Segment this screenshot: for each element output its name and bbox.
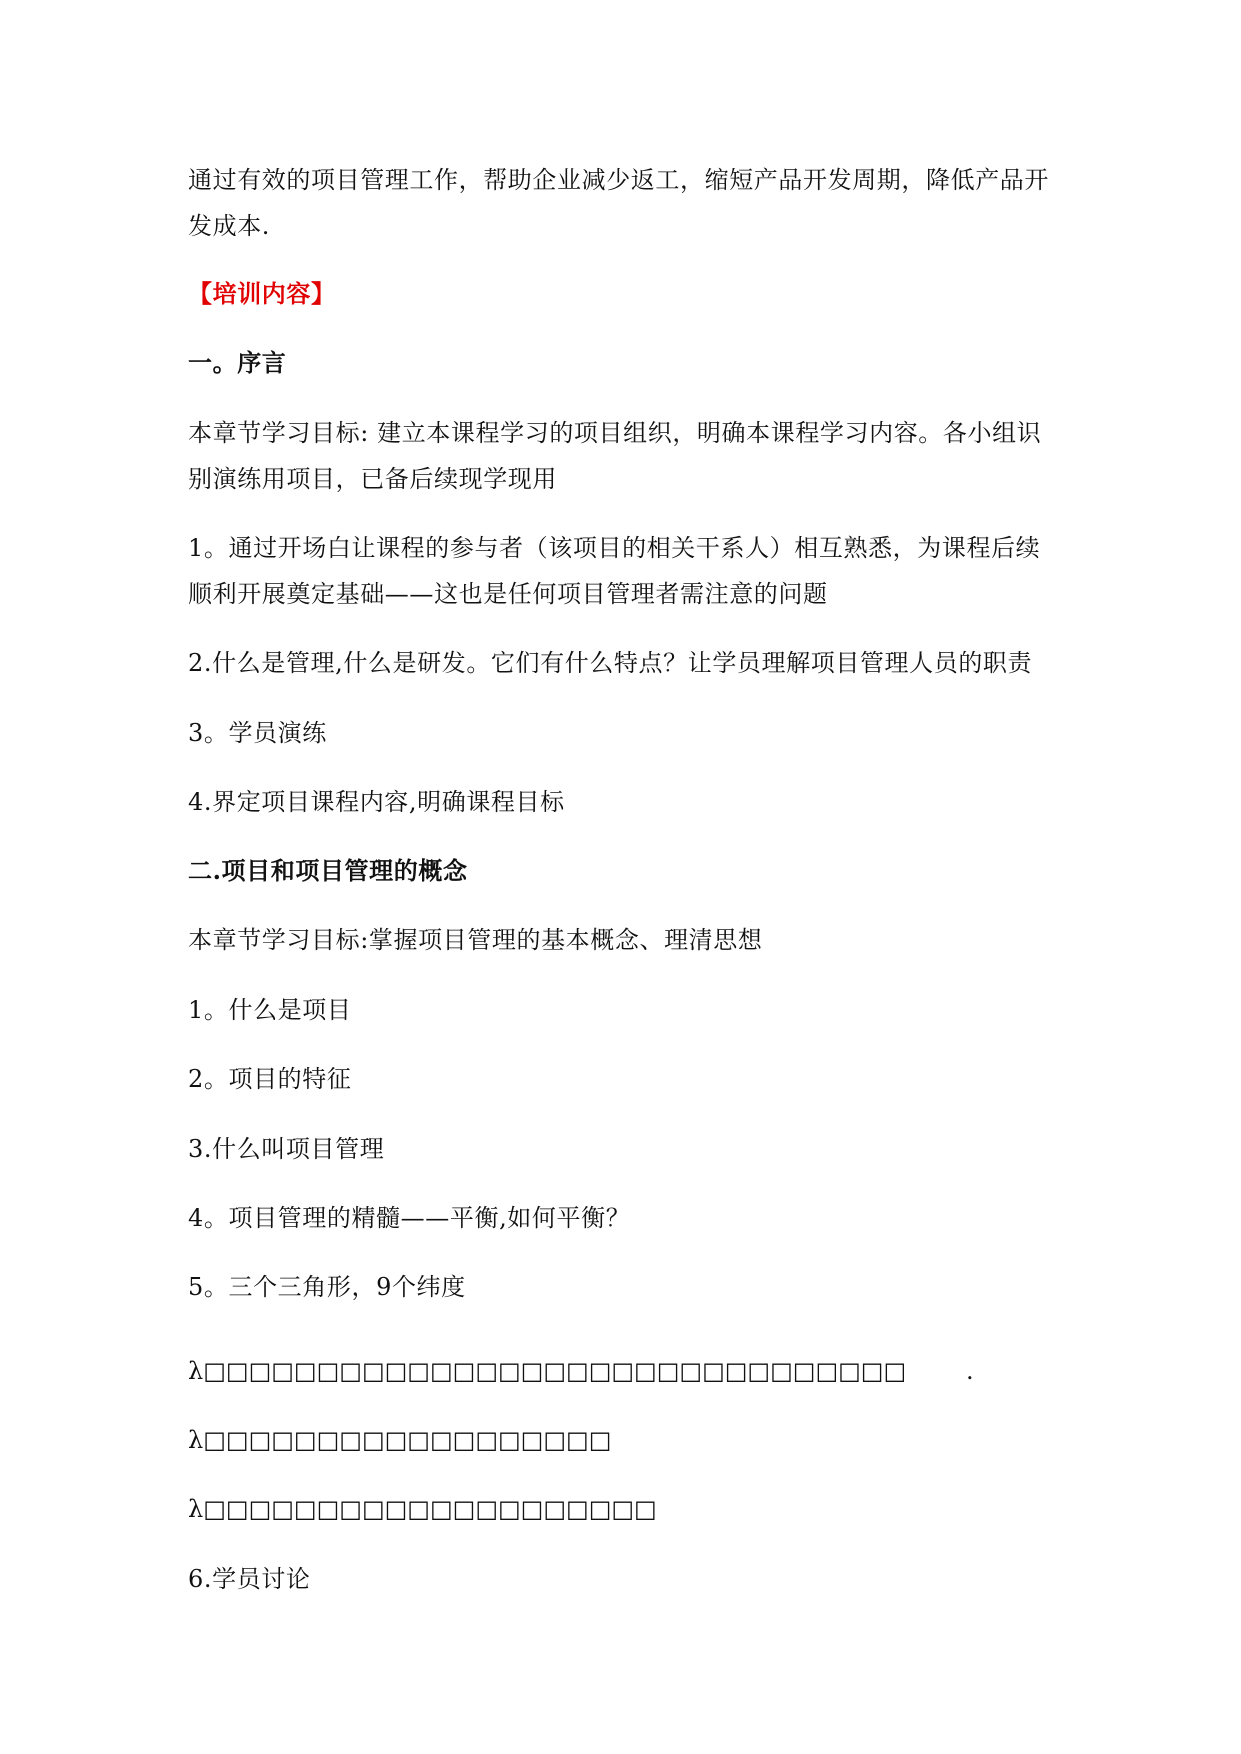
training-content-heading: 【培训内容】: [188, 279, 336, 308]
intro-paragraph-line-1: 通过有效的项目管理工作，帮助企业减少返工，缩短产品开发周期，降低产品开: [188, 166, 1049, 194]
concepts-item-1: 1。什么是项目: [188, 996, 352, 1024]
concepts-item-5: 5。三个三角形，9个纬度: [188, 1273, 466, 1301]
concepts-item-4: 4。项目管理的精髓——平衡,如何平衡？: [188, 1204, 631, 1232]
learning-goal-line-2: 别演练用项目，已备后续现学现用: [188, 465, 557, 493]
trailing-dot: .: [966, 1357, 974, 1385]
bullet-placeholder-line-1: λ□□□□□□□□□□□□□□□□□□□□□□□□□□□□□□□: [188, 1357, 907, 1385]
concepts-item-6: 6.学员讨论: [188, 1565, 311, 1593]
preface-item-1-line-2: 顺利开展奠定基础——这也是任何项目管理者需注意的问题: [188, 580, 828, 608]
intro-paragraph-line-2: 发成本.: [188, 212, 271, 240]
preface-item-2: 2.什么是管理,什么是研发。它们有什么特点？让学员理解项目管理人员的职责: [188, 649, 1033, 677]
preface-item-1-line-1: 1。通过开场白让课程的参与者（该项目的相关干系人）相互熟悉，为课程后续: [188, 534, 1041, 562]
bullet-placeholder-line-2: λ□□□□□□□□□□□□□□□□□□: [188, 1426, 612, 1454]
section-heading-preface: 一。序言: [188, 348, 287, 377]
learning-goal-line-1: 本章节学习目标: 建立本课程学习的项目组织，明确本课程学习内容。各小组识: [188, 419, 1042, 447]
concepts-item-3: 3.什么叫项目管理: [188, 1135, 385, 1163]
preface-item-3: 3。学员演练: [188, 719, 327, 747]
section-heading-concepts: 二.项目和项目管理的概念: [188, 856, 468, 885]
bullet-placeholder-line-3: λ□□□□□□□□□□□□□□□□□□□□: [188, 1495, 657, 1523]
concepts-learning-goal: 本章节学习目标:掌握项目管理的基本概念、理清思想: [188, 926, 763, 954]
preface-item-4: 4.界定项目课程内容,明确课程目标: [188, 788, 565, 816]
concepts-item-2: 2。项目的特征: [188, 1065, 352, 1093]
